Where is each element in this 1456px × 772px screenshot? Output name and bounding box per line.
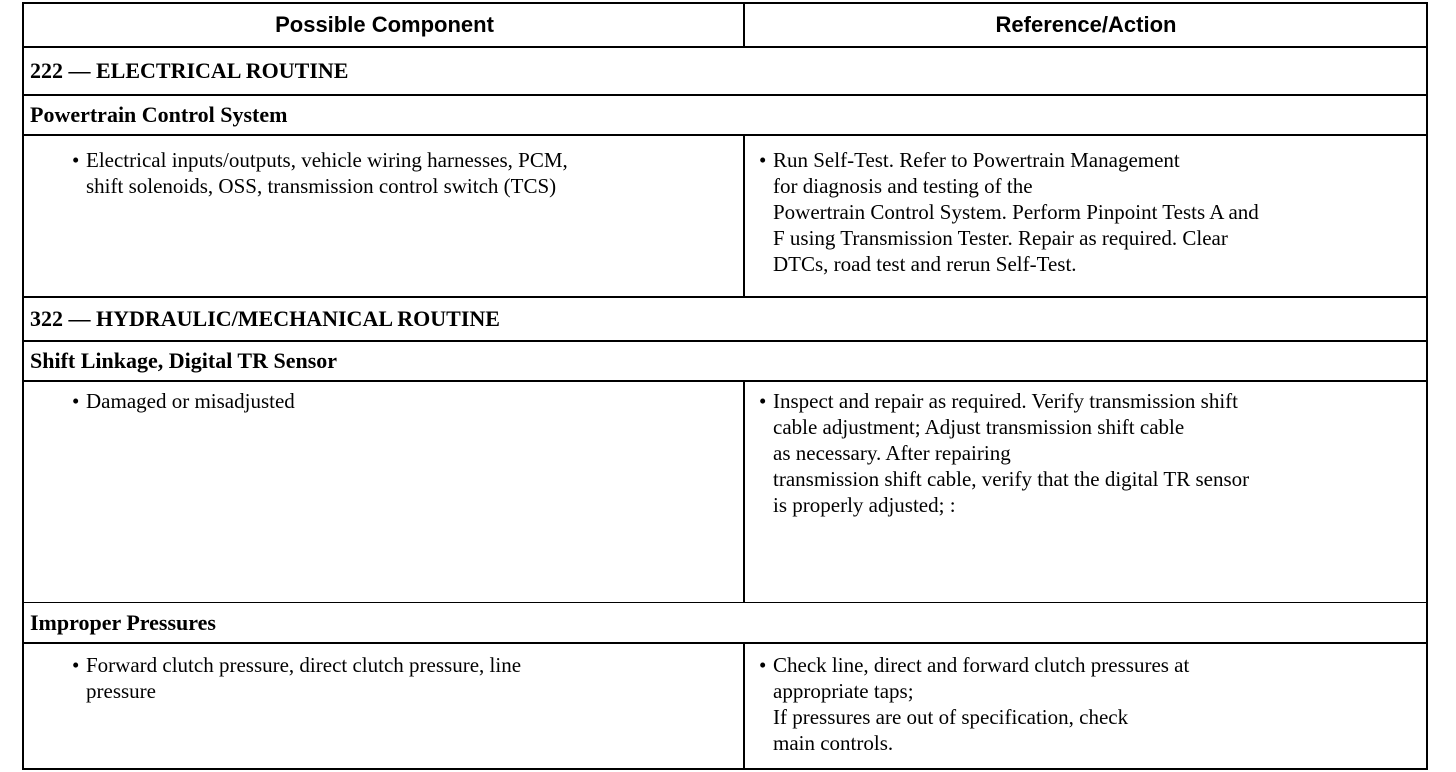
bullet-icon: •	[72, 389, 80, 413]
component-line: Electrical inputs/outputs, vehicle wiring harnesses, PCM,	[86, 148, 568, 172]
component-item	[24, 652, 745, 704]
component-cell-pressures	[24, 652, 745, 704]
action-line: DTCs, road test and rerun Self-Test.	[773, 252, 1077, 276]
action-line: Run Self-Test. Refer to Powertrain Management	[773, 148, 1180, 172]
action-item	[747, 147, 1427, 277]
component-line: Damaged or misadjusted	[86, 389, 295, 413]
action-line: If pressures are out of specification, check	[773, 705, 1129, 729]
column-divider	[743, 644, 745, 770]
action-line: Inspect and repair as required. Verify transmission shift	[773, 389, 1238, 413]
action-cell-powertrain	[747, 147, 1427, 277]
action-line: appropriate taps;	[773, 679, 914, 703]
header-reference-action: Reference/Action	[995, 12, 1177, 37]
component-item	[24, 388, 745, 414]
action-line: main controls.	[773, 731, 894, 755]
component-cell-shift-linkage	[24, 388, 745, 414]
bullet-icon: •	[72, 148, 80, 172]
bullet-icon: •	[759, 653, 767, 677]
column-divider	[743, 136, 745, 298]
component-line: shift solenoids, OSS, transmission control switch (TCS)	[86, 174, 557, 198]
group-title-shift-linkage: Shift Linkage, Digital TR Sensor	[24, 342, 1426, 382]
column-divider	[743, 382, 745, 602]
bullet-icon: •	[759, 148, 767, 172]
section-title-electrical: 222 — ELECTRICAL ROUTINE	[24, 48, 1426, 96]
header-possible-component: Possible Component	[275, 12, 494, 37]
action-cell-shift-linkage	[747, 388, 1427, 518]
component-line: pressure	[86, 679, 156, 703]
component-cell-powertrain	[24, 147, 745, 199]
diagnostic-table	[22, 2, 1428, 770]
group-title-improper-pressures: Improper Pressures	[24, 602, 1426, 644]
action-line: cable adjustment; Adjust transmission shift cable	[773, 415, 1185, 439]
action-line: Powertrain Control System. Perform Pinpoint Tests A and	[773, 200, 1259, 224]
group-title-powertrain-control: Powertrain Control System	[24, 96, 1426, 136]
column-divider	[743, 4, 745, 48]
bullet-icon: •	[759, 389, 767, 413]
section-title-hydraulic-mechanical: 322 — HYDRAULIC/MECHANICAL ROUTINE	[24, 298, 1426, 342]
bullet-icon: •	[72, 653, 80, 677]
component-item	[24, 147, 745, 199]
table-header	[24, 4, 1426, 48]
action-line: as necessary. After repairing	[773, 441, 1011, 465]
action-line: for diagnosis and testing of the	[773, 174, 1033, 198]
action-line: Check line, direct and forward clutch pressures at	[773, 653, 1190, 677]
component-line: Forward clutch pressure, direct clutch pressure, line	[86, 653, 522, 677]
action-line: is properly adjusted; :	[773, 493, 956, 517]
action-item	[747, 652, 1427, 756]
action-line: transmission shift cable, verify that the digital TR sensor	[773, 467, 1250, 491]
action-item	[747, 388, 1427, 518]
action-cell-pressures	[747, 652, 1427, 756]
action-line: F using Transmission Tester. Repair as required. Clear	[773, 226, 1228, 250]
